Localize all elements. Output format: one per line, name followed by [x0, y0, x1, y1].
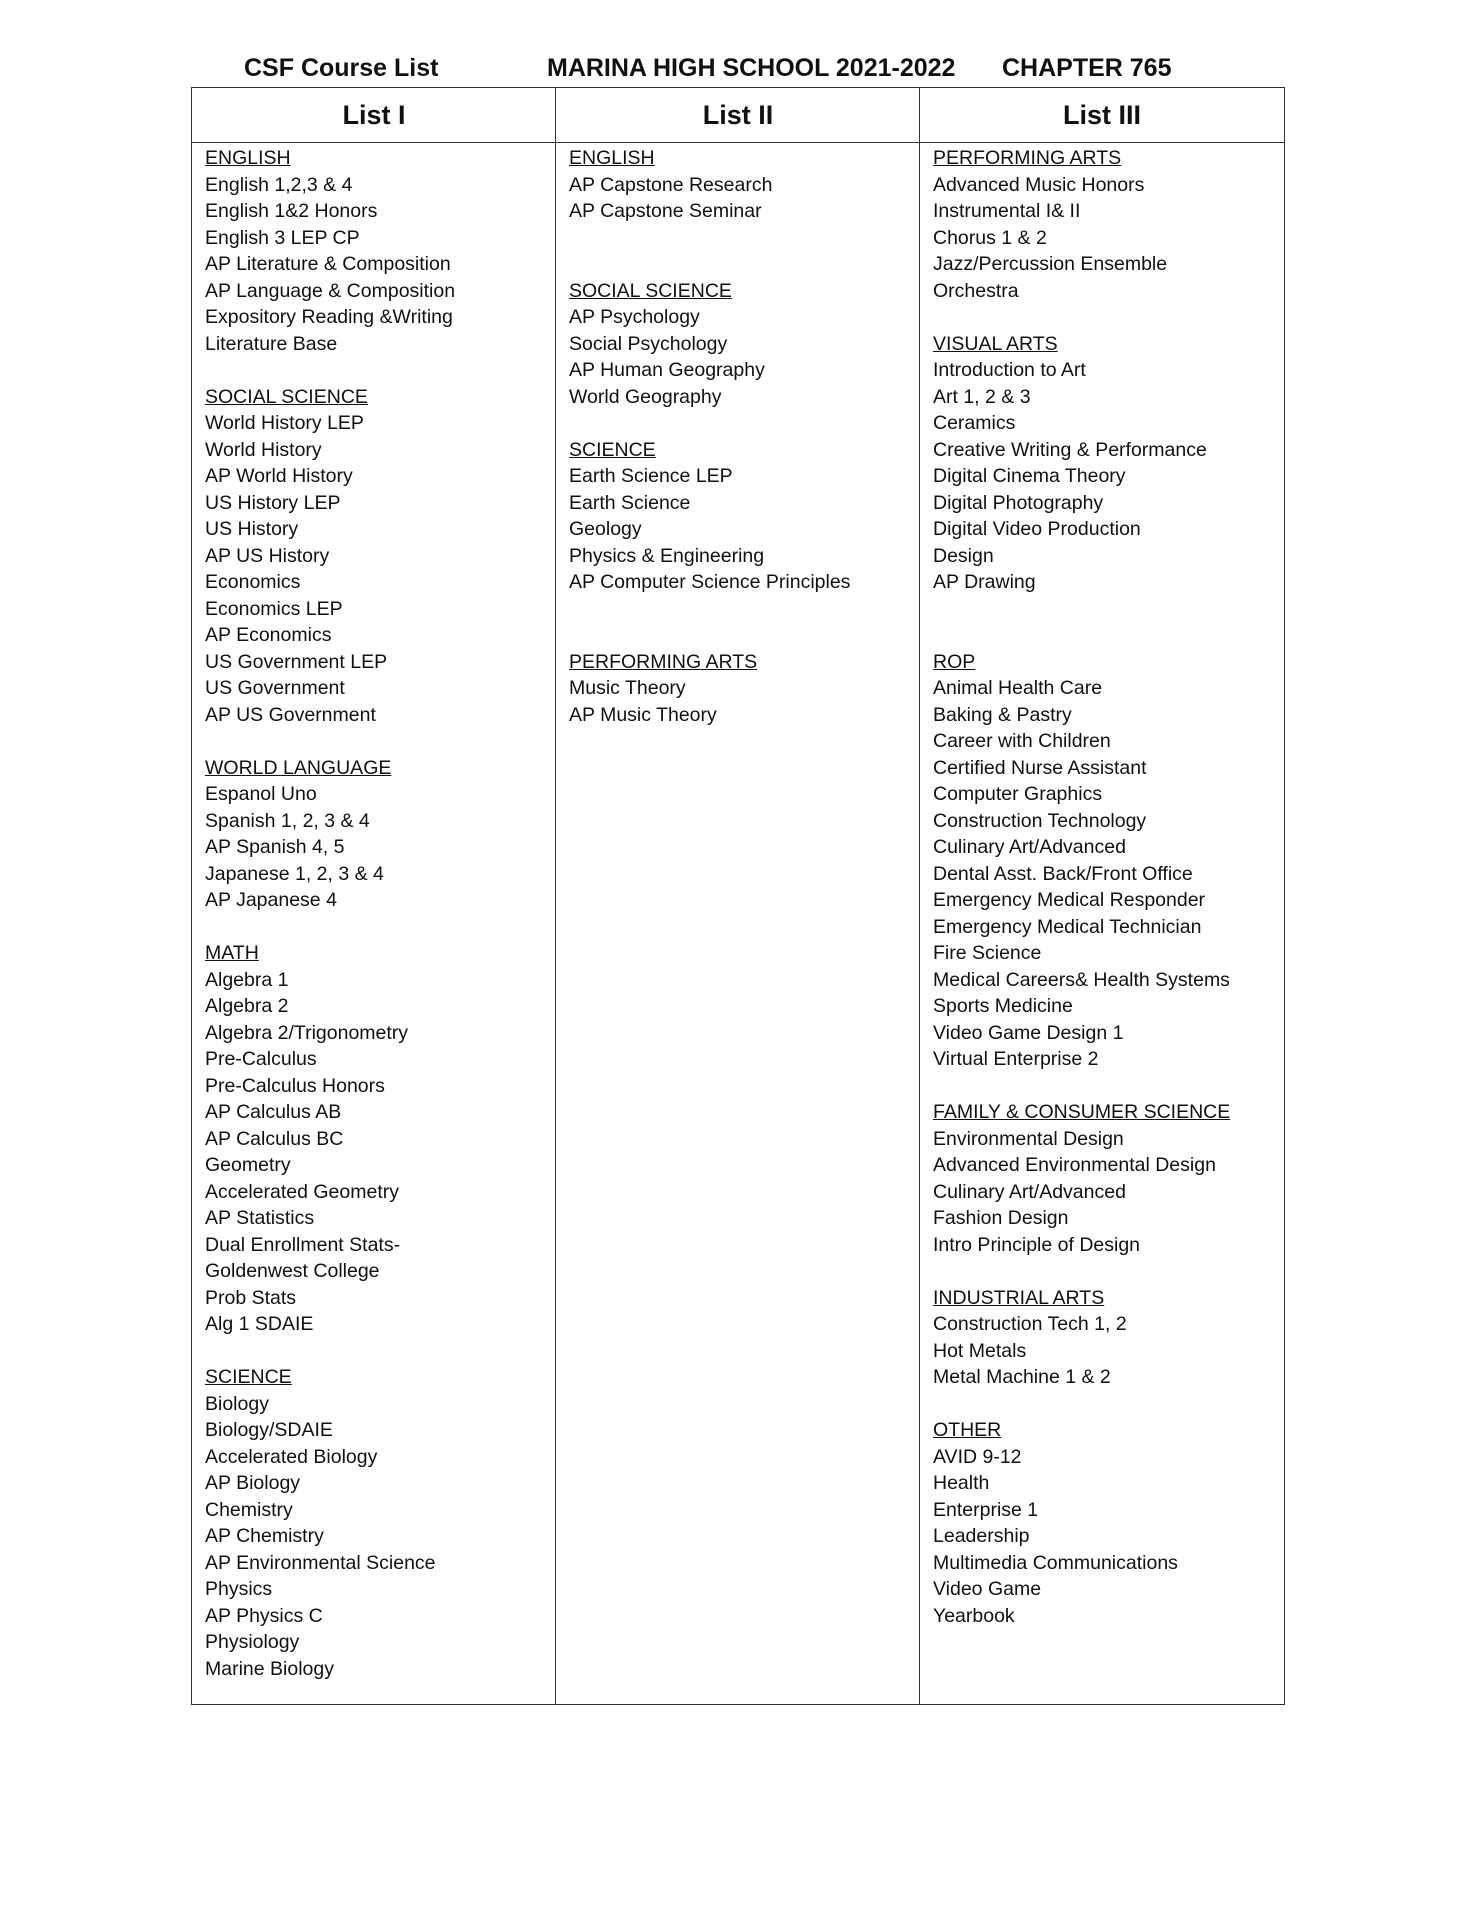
section-title: ENGLISH — [205, 147, 291, 169]
course-item: Advanced Environmental Design — [933, 1154, 1216, 1176]
course-item: Algebra 2/Trigonometry — [205, 1021, 409, 1044]
course-item: Ceramics — [933, 412, 1016, 434]
course-item: US Government LEP — [205, 650, 388, 673]
course-item: Construction Technology — [933, 809, 1147, 832]
course-item: Metal Machine 1 & 2 — [933, 1366, 1111, 1388]
course-item: Algebra 2 — [205, 995, 289, 1017]
section-title: SCIENCE — [569, 438, 656, 461]
course-item: Literature Base — [205, 332, 338, 355]
course-item: Introduction to Art — [933, 359, 1086, 381]
course-item: Animal Health Care — [933, 677, 1103, 699]
course-item: English 1&2 Honors — [205, 200, 378, 222]
course-table — [191, 87, 1285, 1705]
section-title: PERFORMING ARTS — [569, 650, 758, 673]
course-item: Baking & Pastry — [933, 703, 1072, 726]
column-header-list-3: List III — [1062, 100, 1141, 130]
section-title: OTHER — [933, 1419, 1002, 1441]
course-item: AP Psychology — [569, 306, 700, 328]
course-item: Alg 1 SDAIE — [205, 1313, 314, 1335]
course-item: World History — [205, 438, 322, 461]
course-item: AP Biology — [205, 1472, 301, 1494]
course-item: English 1,2,3 & 4 — [205, 173, 353, 196]
course-item: Accelerated Biology — [205, 1445, 378, 1468]
section-family-consumer-science — [933, 1099, 1283, 1258]
course-item: Digital Photography — [933, 491, 1104, 514]
course-item: Spanish 1, 2, 3 & 4 — [205, 809, 370, 832]
course-item: AP Japanese 4 — [205, 889, 337, 911]
course-item: Yearbook — [933, 1604, 1015, 1627]
course-item: AP Literature & Composition — [205, 253, 451, 275]
course-item: Economics LEP — [205, 597, 343, 620]
course-item: Biology — [205, 1392, 269, 1415]
course-item: Biology/SDAIE — [205, 1419, 333, 1441]
section-social-science — [205, 384, 555, 729]
section-title: WORLD LANGUAGE — [205, 756, 392, 779]
course-item: Jazz/Percussion Ensemble — [933, 253, 1168, 275]
column-header-list-2: List II — [702, 100, 774, 130]
course-item: Health — [933, 1472, 990, 1494]
school-title: MARINA HIGH SCHOOL 2021-2022 — [547, 54, 956, 82]
course-item: Construction Tech 1, 2 — [933, 1313, 1127, 1335]
course-item: Instrumental I& II — [933, 200, 1081, 222]
list-1-column — [205, 145, 555, 1682]
course-item: Sports Medicine — [933, 995, 1073, 1017]
course-item: AVID 9-12 — [933, 1445, 1022, 1468]
course-item: Dual Enrollment Stats- — [205, 1233, 401, 1256]
section-title: SOCIAL SCIENCE — [205, 385, 368, 408]
course-item: Fashion Design — [933, 1207, 1069, 1229]
course-item: Video Game Design 1 — [933, 1021, 1124, 1044]
column-header-row — [192, 88, 1284, 143]
course-item: Creative Writing & Performance — [933, 438, 1207, 461]
course-item: AP Environmental Science — [205, 1551, 436, 1574]
course-item: Goldenwest College — [205, 1260, 380, 1282]
course-item: Leadership — [933, 1525, 1030, 1547]
section-math — [205, 940, 555, 1338]
course-item: AP Economics — [205, 624, 332, 646]
section-title: PERFORMING ARTS — [933, 147, 1122, 169]
section-science — [569, 437, 919, 596]
column-divider — [919, 88, 920, 1704]
course-item: US History LEP — [205, 491, 341, 514]
document-title: CSF Course List — [244, 54, 439, 82]
course-item: World Geography — [569, 385, 722, 408]
course-item: Orchestra — [933, 279, 1019, 302]
course-item: Multimedia Communications — [933, 1551, 1178, 1574]
course-item: Career with Children — [933, 730, 1111, 752]
course-item: Hot Metals — [933, 1339, 1027, 1362]
section-other — [933, 1417, 1283, 1629]
list-3-column — [933, 145, 1283, 1629]
course-item: Art 1, 2 & 3 — [933, 385, 1031, 408]
course-item: Prob Stats — [205, 1286, 297, 1309]
course-item: AP Calculus BC — [205, 1127, 344, 1150]
course-item: AP Capstone Seminar — [569, 200, 762, 222]
section-industrial-arts — [933, 1285, 1283, 1391]
course-item: AP Drawing — [933, 571, 1036, 593]
section-title: SOCIAL SCIENCE — [569, 279, 732, 302]
section-title: FAMILY & CONSUMER SCIENCE — [933, 1101, 1231, 1123]
page-header — [0, 50, 1484, 86]
course-item: Music Theory — [569, 677, 686, 699]
course-item: Environmental Design — [933, 1127, 1124, 1150]
course-item: Culinary Art/Advanced — [933, 1180, 1126, 1203]
course-item: AP US Government — [205, 703, 376, 726]
course-item: Physics & Engineering — [569, 544, 765, 567]
course-item: US History — [205, 518, 299, 540]
course-item: AP World History — [205, 465, 353, 487]
course-item: Algebra 1 — [205, 968, 289, 991]
course-item: Economics — [205, 571, 301, 593]
section-title: SCIENCE — [205, 1366, 292, 1388]
chapter-label: CHAPTER 765 — [1002, 54, 1172, 82]
section-rop — [933, 649, 1283, 1073]
course-item: Expository Reading &Writing — [205, 306, 453, 328]
course-item: Espanol Uno — [205, 783, 317, 805]
course-item: Emergency Medical Technician — [933, 915, 1202, 938]
section-science — [205, 1364, 555, 1682]
course-item: AP Spanish 4, 5 — [205, 836, 345, 858]
section-title: MATH — [205, 942, 259, 964]
course-item: Intro Principle of Design — [933, 1233, 1141, 1256]
section-performing-arts — [933, 145, 1283, 304]
course-item: World History LEP — [205, 412, 364, 434]
course-item: AP Music Theory — [569, 703, 717, 726]
course-item: Advanced Music Honors — [933, 173, 1145, 196]
course-item: Pre-Calculus — [205, 1048, 317, 1070]
section-title: INDUSTRIAL ARTS — [933, 1286, 1105, 1309]
course-item: AP Capstone Research — [569, 173, 773, 196]
course-item: Chemistry — [205, 1498, 293, 1521]
course-item: AP Language & Composition — [205, 279, 456, 302]
section-english — [205, 145, 555, 357]
course-item: AP Physics C — [205, 1604, 323, 1627]
section-performing-arts — [569, 649, 919, 729]
course-item: US Government — [205, 677, 345, 699]
course-item: Geometry — [205, 1154, 291, 1176]
section-title: ENGLISH — [569, 147, 655, 169]
course-item: Computer Graphics — [933, 783, 1103, 805]
list-2-column — [569, 145, 919, 728]
section-world-language — [205, 755, 555, 914]
course-item: AP Computer Science Principles — [569, 571, 851, 593]
section-english — [569, 145, 919, 225]
course-item: Digital Video Production — [933, 518, 1141, 540]
course-item: AP Human Geography — [569, 359, 765, 381]
column-header-list-1: List I — [342, 100, 406, 130]
course-item: Virtual Enterprise 2 — [933, 1048, 1099, 1070]
course-item: Pre-Calculus Honors — [205, 1074, 385, 1097]
course-item: Physics — [205, 1578, 273, 1600]
course-item: Fire Science — [933, 942, 1042, 964]
course-item: AP Calculus AB — [205, 1101, 342, 1123]
course-item: Emergency Medical Responder — [933, 889, 1206, 911]
course-item: AP Statistics — [205, 1207, 315, 1229]
course-item: Dental Asst. Back/Front Office — [933, 862, 1193, 885]
course-item: Physiology — [205, 1631, 300, 1653]
course-item: Enterprise 1 — [933, 1498, 1039, 1521]
course-item: Digital Cinema Theory — [933, 465, 1126, 487]
section-social-science — [569, 278, 919, 411]
course-item: Culinary Art/Advanced — [933, 836, 1126, 858]
course-item: Earth Science — [569, 491, 691, 514]
course-item: Japanese 1, 2, 3 & 4 — [205, 862, 384, 885]
course-item: Video Game — [933, 1578, 1042, 1600]
course-item: Accelerated Geometry — [205, 1180, 400, 1203]
course-item: Medical Careers& Health Systems — [933, 968, 1230, 991]
course-item: Marine Biology — [205, 1657, 334, 1680]
course-item: Earth Science LEP — [569, 465, 733, 487]
course-item: Social Psychology — [569, 332, 728, 355]
section-visual-arts — [933, 331, 1283, 596]
column-divider — [555, 88, 556, 1704]
course-item: AP US History — [205, 544, 330, 567]
course-item: AP Chemistry — [205, 1525, 324, 1547]
section-title: ROP — [933, 650, 976, 673]
course-item: Chorus 1 & 2 — [933, 226, 1047, 249]
course-item: Geology — [569, 518, 642, 540]
course-item: Certified Nurse Assistant — [933, 756, 1147, 779]
course-item: Design — [933, 544, 994, 567]
course-item: English 3 LEP CP — [205, 226, 360, 249]
section-title: VISUAL ARTS — [933, 332, 1058, 355]
